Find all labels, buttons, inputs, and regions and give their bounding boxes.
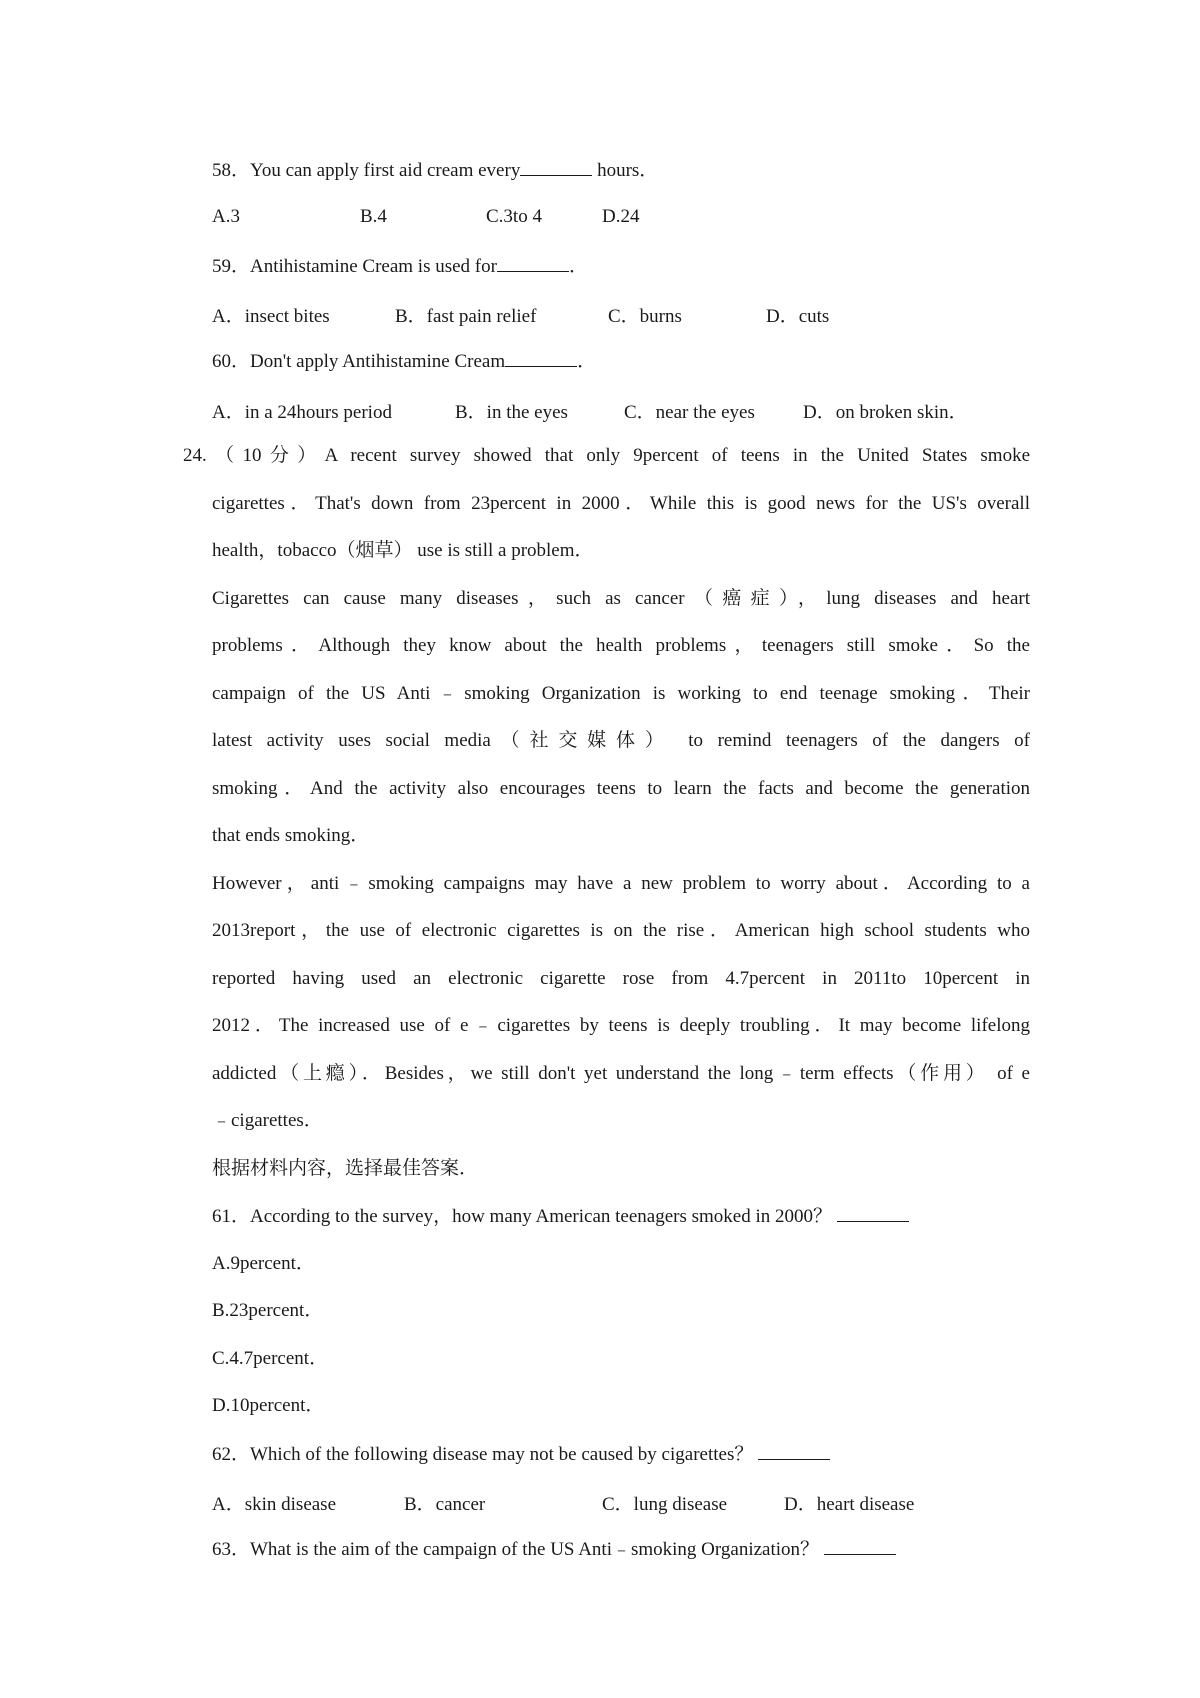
option-62-d: D．heart disease <box>784 1494 915 1515</box>
question-58-suffix: hours． <box>592 160 659 181</box>
passage-line: addicted（上瘾）．Besides，we still don't yet understand the long﹣term effects（作用） of e <box>212 1063 1030 1084</box>
question-58-stem <box>212 158 658 183</box>
question-62-text: 62．Which of the following disease may not be caused by cigarettes？ <box>212 1444 754 1465</box>
option-61-b: B.23percent． <box>212 1300 324 1321</box>
answer-blank <box>758 1442 830 1460</box>
passage-line: reported having used an electronic cigarette rose from 4.7percent in 2011to 10percent in <box>212 968 1030 989</box>
passage-heading: 24.（10分）A recent survey showed that only 9percent of teens in the United States smoke <box>183 445 1030 466</box>
question-59-suffix: ． <box>568 256 588 277</box>
instruction-text: 根据材料内容，选择最佳答案． <box>212 1158 479 1179</box>
passage-line: 2013report，the use of electronic cigarettes is on the rise．American high school students who <box>212 920 1030 941</box>
question-63-stem <box>212 1537 896 1562</box>
option-62-a: A．skin disease <box>212 1494 337 1515</box>
option-59-a: A．insect bites <box>212 306 330 327</box>
option-59-d: D．cuts <box>766 306 830 327</box>
option-59-b: B．fast pain relief <box>395 306 537 327</box>
option-61-a: A.9percent． <box>212 1253 315 1274</box>
passage-line: Cigarettes can cause many diseases，such as cancer（癌症），lung diseases and heart <box>212 588 1030 609</box>
option-62-c: C．lung disease <box>602 1494 728 1515</box>
question-58-text: 58．You can apply first aid cream every <box>212 160 521 181</box>
passage-line: health，tobacco（烟草） use is still a problem． <box>212 540 594 561</box>
question-59-text: 59．Antihistamine Cream is used for <box>212 256 497 277</box>
question-62-stem <box>212 1442 830 1467</box>
passage-line: ﹣cigarettes． <box>212 1110 323 1131</box>
question-60-text: 60．Don't apply Antihistamine Cream <box>212 351 506 372</box>
question-60-suffix: ． <box>577 351 597 372</box>
passage-line: problems．Although they know about the health problems，teenagers still smoke．So the <box>212 635 1030 656</box>
option-60-b: B．in the eyes <box>455 402 568 423</box>
option-58-a: A.3 <box>212 206 240 227</box>
option-60-c: C．near the eyes <box>624 402 755 423</box>
passage-line: that ends smoking． <box>212 825 370 846</box>
option-58-d: D.24 <box>602 206 640 227</box>
option-59-c: C．burns <box>608 306 682 327</box>
question-61-text: 61．According to the survey，how many American teenagers smoked in 2000？ <box>212 1206 832 1227</box>
option-61-d: D.10percent． <box>212 1395 325 1416</box>
passage-line: smoking．And the activity also encourages teens to learn the facts and become the generation <box>212 778 1030 799</box>
question-63-text: 63．What is the aim of the campaign of the US Anti﹣smoking Organization？ <box>212 1539 820 1560</box>
option-60-a: A．in a 24hours period <box>212 402 392 423</box>
option-62-b: B．cancer <box>404 1494 486 1515</box>
answer-blank <box>824 1537 896 1555</box>
passage-line: 2012．The increased use of e﹣cigarettes by teens is deeply troubling．It may become lifelong <box>212 1015 1030 1036</box>
question-61-stem <box>212 1204 909 1229</box>
question-60-stem <box>212 349 596 374</box>
passage-line: latest activity uses social media（社交媒体） to remind teenagers of the dangers of <box>212 730 1030 751</box>
passage-line: cigarettes．That's down from 23percent in 2000．While this is good news for the US's overall <box>212 493 1030 514</box>
passage-line: However，anti﹣smoking campaigns may have a new problem to worry about．According to a <box>212 873 1030 894</box>
answer-blank <box>497 254 569 272</box>
option-61-c: C.4.7percent． <box>212 1348 329 1369</box>
option-60-d: D．on broken skin． <box>803 402 968 423</box>
option-58-b: B.4 <box>360 206 387 227</box>
answer-blank <box>505 349 577 367</box>
answer-blank <box>837 1204 909 1222</box>
passage-line: campaign of the US Anti﹣smoking Organization is working to end teenage smoking．Their <box>212 683 1030 704</box>
answer-blank <box>520 158 592 176</box>
option-58-c: C.3to 4 <box>486 206 542 227</box>
question-59-stem <box>212 254 588 279</box>
